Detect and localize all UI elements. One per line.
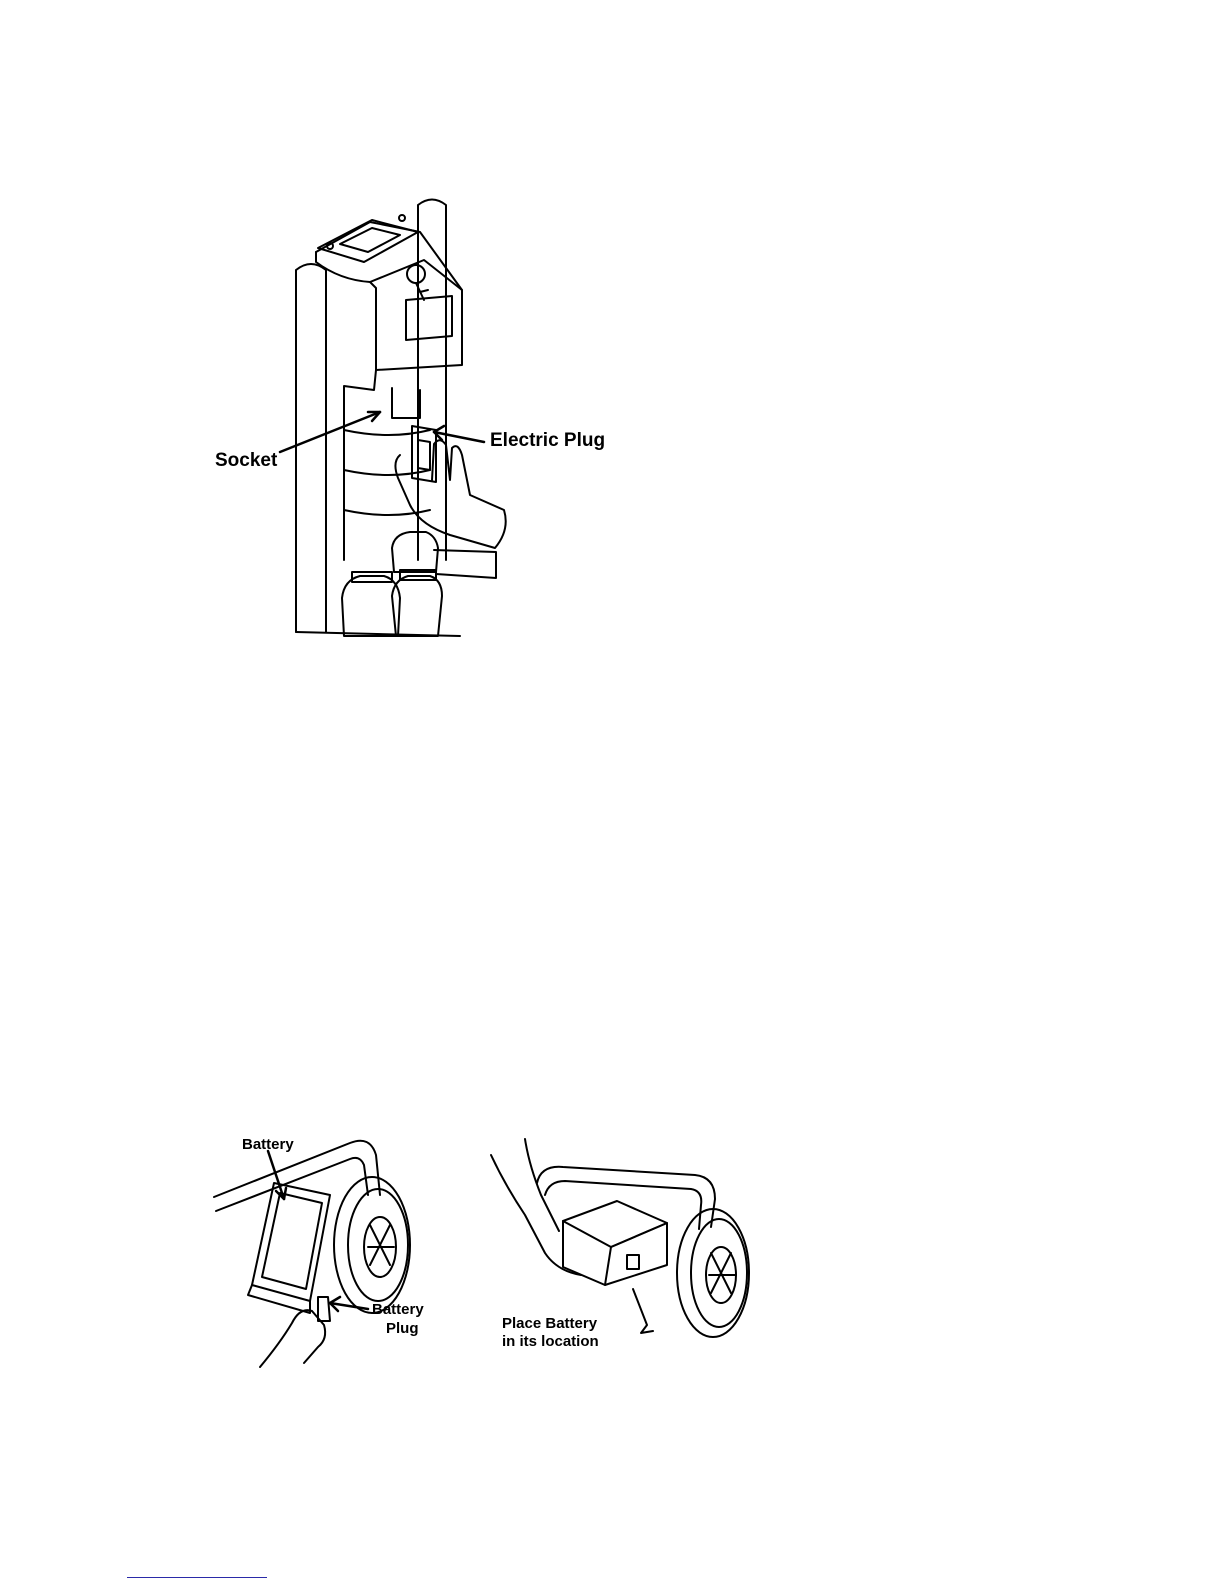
socket-label: Socket	[215, 450, 278, 471]
place-battery-label-line1: Place Battery	[502, 1315, 598, 1332]
battery-label: Battery	[242, 1136, 294, 1153]
footnote-separator	[127, 1577, 267, 1578]
device-illustration	[0, 0, 1225, 660]
figure-device-plug	[0, 0, 1225, 660]
place-battery-label-line2: in its location	[502, 1333, 599, 1350]
electric-plug-label: Electric Plug	[490, 430, 606, 451]
battery-plug-label-line2: Plug	[386, 1320, 419, 1337]
figure-place-battery	[485, 1135, 775, 1365]
battery-plug-label-line1: Battery	[372, 1301, 424, 1318]
battery-plug-illustration	[200, 1125, 440, 1375]
figure-battery-plug	[200, 1125, 440, 1375]
